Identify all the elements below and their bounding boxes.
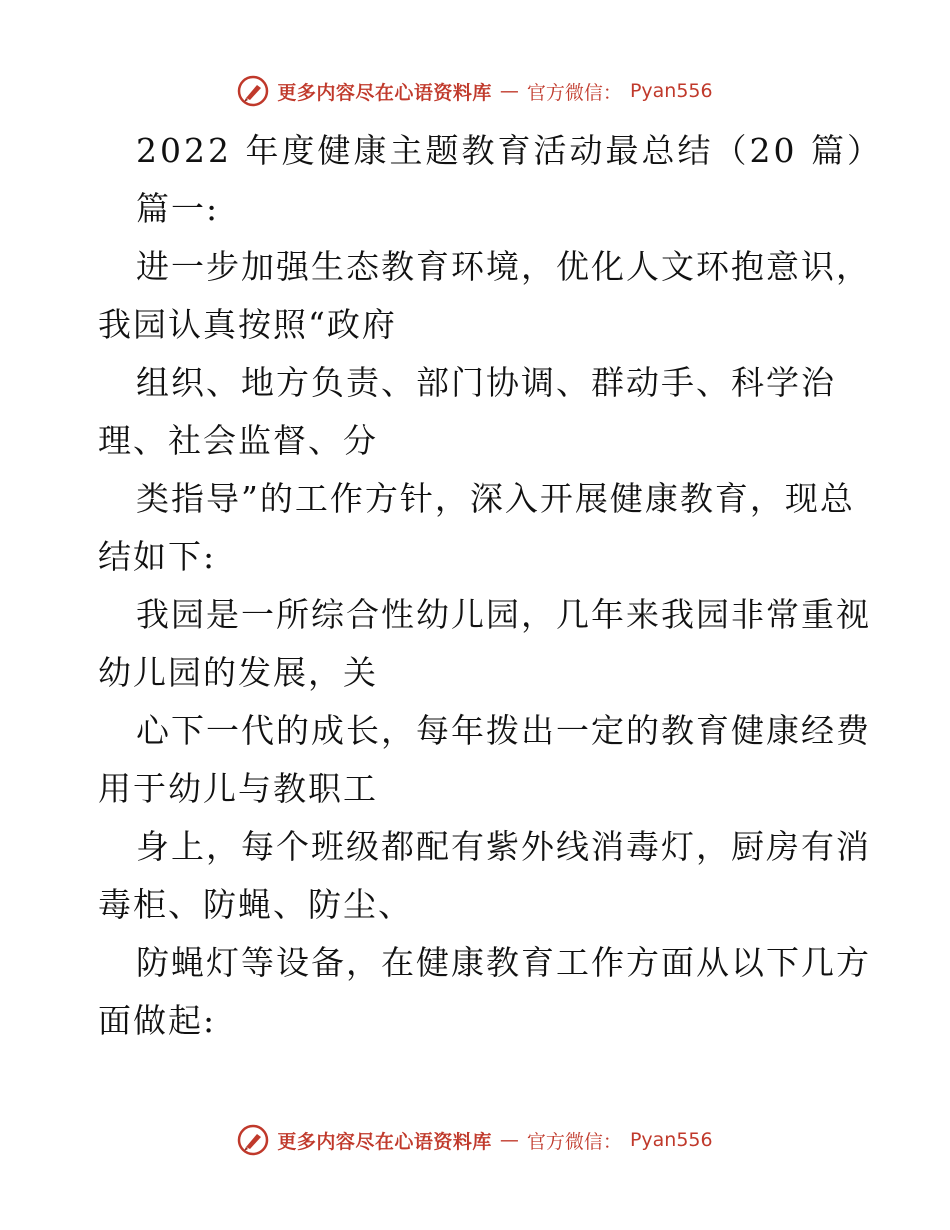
pen-logo-icon [237, 1124, 269, 1156]
footer-watermark [0, 1120, 950, 1160]
document-body [98, 122, 883, 1050]
document-title: 2022 年度健康主题教育活动最总结（20 篇） [136, 131, 883, 170]
watermark-wechat-id: Pyan556 [629, 80, 713, 102]
watermark-wechat-label: 官方微信： [526, 81, 622, 104]
watermark-wechat-label: 官方微信： [526, 1130, 622, 1153]
pen-logo-icon [237, 75, 269, 107]
paragraph-line: 理、社会监督、分 [98, 421, 378, 460]
watermark-wechat-id: Pyan556 [629, 1129, 713, 1151]
paragraph-line: 进一步加强生态教育环境，优化人文环抱意识， [136, 247, 871, 286]
paragraph-line: 心下一代的成长，每年拨出一定的教育健康经费 [136, 711, 871, 750]
paragraph-line: 用于幼儿与教职工 [98, 769, 378, 808]
paragraph-line: 组织、地方负责、部门协调、群动手、科学治 [136, 363, 836, 402]
paragraph-line: 面做起: [98, 1001, 217, 1040]
paragraph-line: 毒柜、防蝇、防尘、 [98, 885, 413, 924]
paragraph-line: 我园是一所综合性幼儿园，几年来我园非常重视 [136, 595, 871, 634]
watermark-separator: — [499, 1129, 519, 1151]
paragraph-line: 防蝇灯等设备，在健康教育工作方面从以下几方 [136, 943, 871, 982]
paragraph-line: 身上，每个班级都配有紫外线消毒灯，厨房有消 [136, 827, 871, 866]
paragraph-line: 我园认真按照“政府 [98, 305, 397, 344]
watermark-separator: — [499, 80, 519, 102]
header-watermark [0, 71, 950, 111]
paragraph-line: 篇一: [136, 189, 220, 228]
watermark-site-text: 更多内容尽在心语资料库 [277, 1130, 492, 1153]
watermark-site-text: 更多内容尽在心语资料库 [277, 81, 492, 104]
paragraph-line: 结如下: [98, 537, 217, 576]
paragraph-line: 类指导”的工作方针，深入开展健康教育，现总 [136, 479, 855, 518]
paragraph-line: 幼儿园的发展，关 [98, 653, 378, 692]
